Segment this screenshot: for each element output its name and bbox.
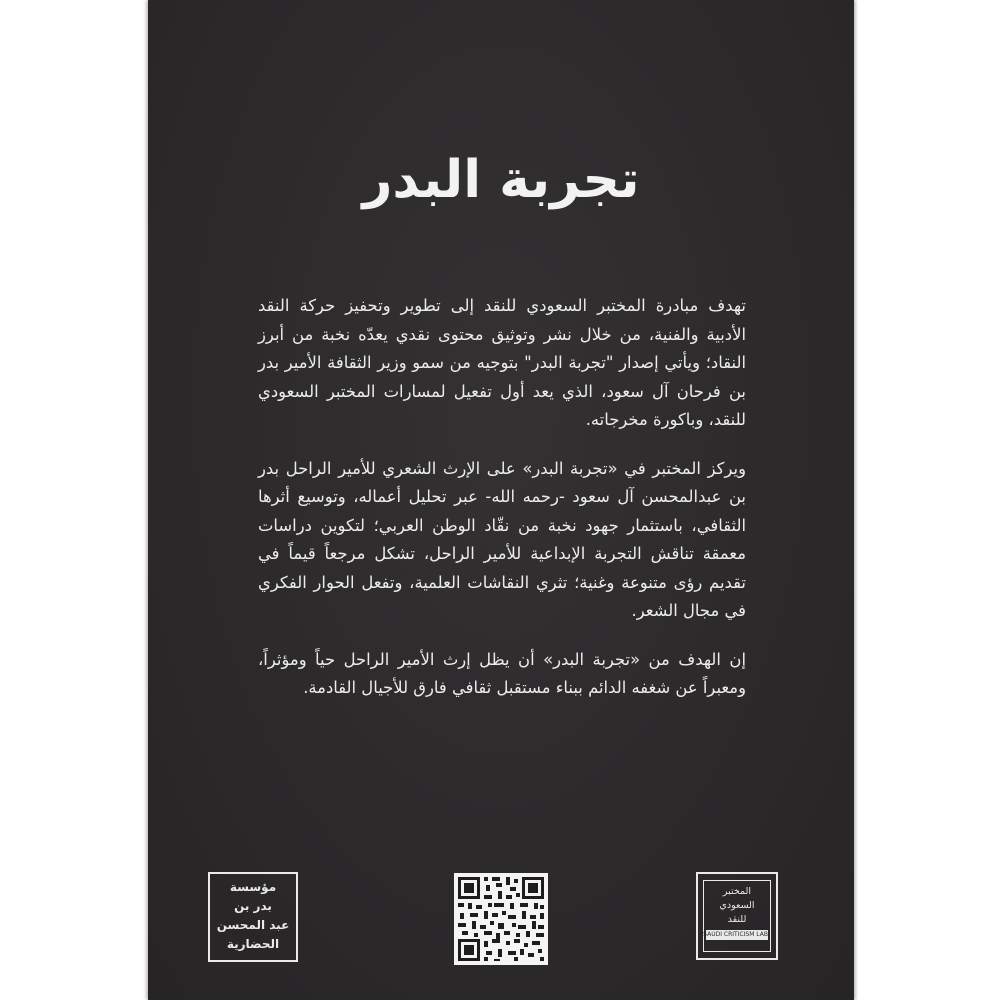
qr-code-graphic: [454, 873, 548, 965]
blurb: [258, 292, 746, 703]
lab-logo-frame: [703, 880, 771, 952]
blurb-paragraph-2: ويركز المختبر في «تجربة البدر» على الإرث الشعري للأمير الراحل بدر بن عبدالمحسن آل سعود -رحمه الله- عبر تحليل أعماله، وتوسيع أثرها الثقافي، باستثمار جهود نخبة من نقّاد الوطن العربي؛ لتكوين دراسات معمقة تناقش التجربة الإبداعية للأمير الراحل، تشكل مرجعاً قيماً في تقديم رؤى متنوعة وغنية؛ تثري النقاشات العلمية، وتفعل الحوار الفكري في مجال الشعر.: [258, 458, 746, 620]
qr-code[interactable]: [454, 873, 548, 965]
lab-logo-line: السعودي: [719, 900, 755, 911]
saudi-criticism-lab-logo: [696, 872, 778, 960]
blurb-paragraph-1: تهدف مبادرة المختبر السعودي للنقد إلى تطوير وتحفيز حركة النقد الأدبية والفنية، من خلال نشر وتوثيق محتوى نقدي يعدّه نخبة من أبرز النقاد؛ ويأتي إصدار "تجربة البدر" بتوجيه من سمو وزير الثقافة الأمير بدر بن فرحان آل سعود، الذي يعد أول تفعيل لمسارات المختبر السعودي للنقد، وباكورة مخرجاته.: [258, 296, 746, 429]
lab-logo-line: المختبر: [722, 886, 752, 897]
foundation-logo-line: بدر بن: [234, 899, 272, 913]
foundation-logo-line: مؤسسة: [229, 880, 277, 894]
lab-logo-tagline: SAUDI CRITICISM LAB: [703, 931, 768, 938]
lab-logo-line: للنقد: [727, 914, 747, 925]
blurb-paragraph-3: إن الهدف من «تجربة البدر» أن يظل إرث الأمير الراحل حياً ومؤثراً، ومعبراً عن شغفه الدائم ببناء مستقبل ثقافي فارق للأجيال القادمة.: [258, 649, 746, 697]
foundation-logo-line: عبد المحسن: [216, 918, 290, 932]
book-back-cover: [148, 0, 854, 1000]
foundation-logo-line: الحضارية: [226, 937, 280, 951]
book-title: تجربة البدر: [362, 150, 640, 210]
foundation-logo: [208, 872, 298, 962]
